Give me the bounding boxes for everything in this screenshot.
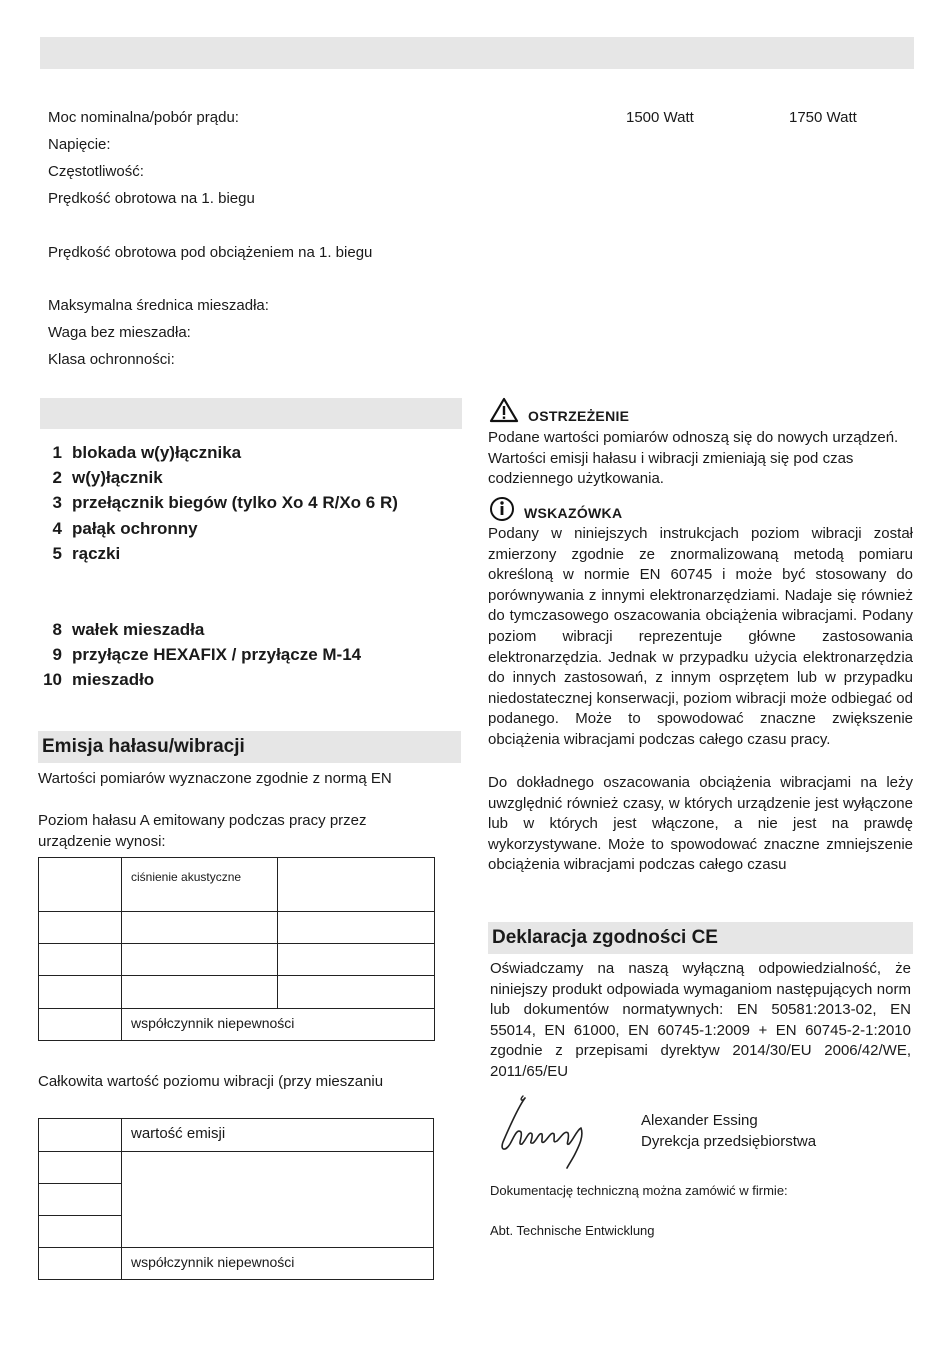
warning-triangle-icon — [489, 397, 519, 423]
part-label: przyłącze HEXAFIX / przyłącze M-14 — [72, 645, 362, 664]
part-number: 3 — [52, 493, 62, 512]
part-label: blokada w(y)łącznika — [72, 443, 242, 462]
vibration-table — [38, 1118, 434, 1280]
part-item — [36, 619, 204, 641]
table-cell — [122, 858, 278, 912]
spec-label-frequency: Częstotliwość: — [48, 163, 144, 180]
hint-text-1: Podany w niniejszych instrukcjach poziom wibracji został zmierzony zgodnie ze znormalizowaną metodą pomiaru określoną w normie EN 60745 i może być stosowany do porównywania z innymi elektronarzędziami. Nadaje się również do tymczasowego oszacowania obciążenia wibracjami. Podany poziom wibracji reprezentuje główne zastosowania elektronarzędzia. Jednak w przypadku użycia elektronarzędzia do innych zastosowań, z innym osprzętem lub w przypadku niedostatecznej konserwacji, poziom wibracji może odbiegać od podanego. Może to spowodować znaczne zwiększenie obciążenia wibracjami podczas całego czasu pracy. — [488, 525, 913, 748]
part-item — [36, 492, 398, 514]
part-item — [36, 644, 361, 666]
table-cell — [278, 944, 435, 976]
spec-label-power: Moc nominalna/pobór prądu: — [48, 109, 239, 126]
emission-intro: Wartości pomiarów wyznaczone zgodnie z normą EN — [38, 770, 392, 787]
spec-label-voltage: Napięcie: — [48, 136, 111, 153]
noise-table — [38, 857, 435, 1041]
part-label: rączki — [72, 544, 121, 563]
part-label: w(y)łącznik — [72, 468, 163, 487]
spec-label-load-speed: Prędkość obrotowa pod obciążeniem na 1. biegu — [48, 244, 373, 261]
documentation-note: Dokumentację techniczną można zamówić w firmie: — [490, 1183, 788, 1198]
table-cell — [122, 912, 278, 944]
declaration-text: Oświadczamy na naszą wyłączną odpowiedzialność, że niniejszy produkt odpowiada wymaganiom następujących norm lub dokumentów normatywnych: EN 50581:2013-02, EN 55014, EN 61000, EN 60745-1:2009 + EN 60745-2-1:2010 zgodnie z przepisami dyrektyw 2014/30/EU 2006/42/WE, 2011/65/EU — [490, 960, 911, 1080]
table-cell — [122, 1152, 434, 1248]
table-cell — [39, 1184, 122, 1216]
part-label: pałąk ochronny — [72, 519, 198, 538]
spec-label-max-diameter: Maksymalna średnica mieszadła: — [48, 297, 269, 314]
part-label: mieszadło — [72, 670, 155, 689]
spec-label-speed: Prędkość obrotowa na 1. biegu — [48, 190, 255, 207]
table-cell — [39, 976, 122, 1009]
vibration-text: Całkowita wartość poziomu wibracji (przy mieszaniu — [38, 1073, 384, 1090]
spec-label-protection-class: Klasa ochronności: — [48, 351, 175, 368]
noise-level-text: Poziom hałasu A emitowany podczas pracy przez urządzenie wynosi: — [38, 812, 367, 850]
part-number: 1 — [52, 443, 62, 462]
part-number: 2 — [52, 468, 62, 487]
department-name: Abt. Technische Entwicklung — [490, 1223, 655, 1238]
signer-role: Dyrekcja przedsiębiorstwa — [641, 1133, 817, 1150]
vibration-table-header: wartość emisji — [131, 1125, 226, 1142]
spec-value-power-1: 1500 Watt — [626, 109, 694, 126]
noise-table-footer: współczynnik niepewności — [131, 1015, 295, 1031]
part-label: przełącznik biegów (tylko Xo 4 R/Xo 6 R) — [72, 493, 398, 512]
table-cell — [39, 944, 122, 976]
table-cell — [122, 1119, 434, 1152]
table-cell — [122, 944, 278, 976]
table-cell — [39, 858, 122, 912]
parts-header-bar — [40, 398, 462, 429]
part-item — [36, 669, 154, 691]
table-cell — [39, 1119, 122, 1152]
table-cell — [39, 1216, 122, 1248]
part-item — [36, 467, 163, 489]
table-cell — [122, 1009, 435, 1041]
hint-title: WSKAZÓWKA — [524, 505, 623, 521]
spec-value-power-2: 1750 Watt — [789, 109, 857, 126]
spec-label-weight: Waga bez mieszadła: — [48, 324, 191, 341]
warning-title: OSTRZEŻENIE — [528, 408, 630, 424]
table-cell — [39, 1009, 122, 1041]
signature-image — [495, 1088, 590, 1170]
warning-text: Podane wartości pomiarów odnoszą się do nowych urządzeń. Wartości emisji hałasu i wibracji zmieniają się pod czas codziennego użytkowania. — [488, 429, 899, 488]
declaration-section-title: Deklaracja zgodności CE — [488, 922, 913, 954]
part-number: 5 — [52, 544, 62, 563]
table-cell — [122, 976, 278, 1009]
table-cell — [39, 1248, 122, 1280]
table-cell — [39, 1152, 122, 1184]
signer-name: Alexander Essing — [641, 1112, 758, 1129]
part-item — [36, 518, 198, 540]
part-number: 4 — [52, 519, 62, 538]
emission-section-title: Emisja hałasu/wibracji — [38, 731, 461, 763]
header-bar — [40, 37, 914, 69]
table-cell — [39, 912, 122, 944]
part-item — [36, 543, 120, 565]
info-icon — [489, 496, 515, 522]
part-number: 10 — [43, 670, 62, 689]
part-item — [36, 442, 241, 464]
table-cell — [278, 858, 435, 912]
table-cell — [278, 976, 435, 1009]
part-label: wałek mieszadła — [72, 620, 205, 639]
part-number: 8 — [52, 620, 62, 639]
table-cell — [122, 1248, 434, 1280]
vibration-table-footer: współczynnik niepewności — [131, 1254, 295, 1270]
hint-text-2: Do dokładnego oszacowania obciążenia wibracjami na leży uwzględnić również czasy, w których urządzenie jest wyłączone lub w których jest włączone, a nie jest na prawdę wykorzystywane. Może to spowodować znaczne zmniejszenie obciążenia wibracjami podczas całego czasu — [488, 774, 913, 874]
table-cell — [278, 912, 435, 944]
part-number: 9 — [52, 645, 62, 664]
noise-table-header: ciśnienie akustyczne — [131, 870, 242, 884]
